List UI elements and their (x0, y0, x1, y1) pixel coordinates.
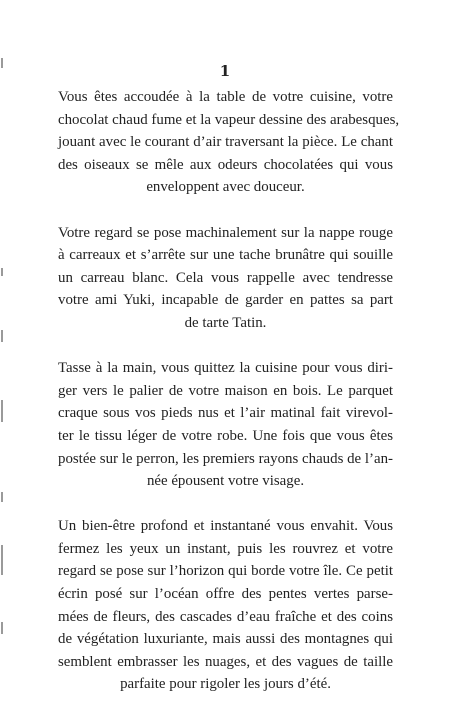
text-line: postée sur le perron, les premiers rayons chauds de l’an- (58, 450, 393, 467)
chapter-body (58, 86, 400, 719)
text-line: Vous êtes accoudée à la table de votre cuisine, votre (58, 89, 393, 105)
page-edge-mark (1, 400, 3, 422)
chapter-number: 1 (219, 62, 231, 80)
page-edge-mark (1, 330, 3, 342)
paragraph (58, 515, 393, 696)
text-line: regard se pose sur l’horizon qui borde votre île. Ce petit (58, 563, 393, 580)
text-line: de tarte Tatin. (184, 314, 267, 331)
page-edge-mark (1, 492, 3, 502)
paragraph (58, 357, 393, 493)
text-line: parfaite pour rigoler les jours d’été. (120, 676, 331, 693)
text-line: fermez les yeux un instant, puis les rouvrez et votre (58, 540, 393, 557)
text-line: des oiseaux se mêle aux odeurs chocolatées qui vous (58, 156, 393, 173)
paragraph (58, 86, 400, 199)
page-edge-mark (1, 622, 3, 634)
text-line: enveloppent avec douceur. (146, 179, 305, 196)
text-line: jouant avec le courant d’air traversant la pièce. Le chant (58, 134, 393, 151)
text-line: née épousent votre visage. (146, 473, 305, 490)
text-line: ter le tissu léger de votre robe. Une fois que vous êtes (58, 427, 393, 444)
text-line: craque sous vos pieds nus et l’air matinal fait virevol- (58, 405, 393, 422)
text-line: Tasse à la main, vous quittez la cuisine pour vous diri- (58, 360, 393, 377)
text-line: Un bien-être profond et instantané vous envahit. Vous (58, 518, 393, 535)
page-edge-mark (1, 545, 3, 575)
text-line: semblent embrasser les nuages, et des vagues de taille (58, 653, 393, 670)
text-line: chocolat chaud fume et la vapeur dessine des arabesques, (58, 111, 400, 128)
text-line: à carreaux et s’arrête sur une tache brunâtre qui souille (58, 247, 393, 264)
text-line: ger vers le palier de votre maison en bois. Le parquet (58, 382, 393, 399)
paragraph (58, 222, 393, 335)
text-line: un carreau blanc. Cela vous rappelle avec tendresse (58, 269, 393, 286)
page-edge-mark (1, 268, 3, 276)
text-line: mées de fleurs, des cascades d’eau fraîche et des coins (58, 608, 393, 625)
text-line: écrin posé sur l’océan offre des pentes vertes parse- (58, 586, 393, 603)
text-line: de végétation luxuriante, mais aussi des montagnes qui (58, 631, 393, 648)
text-line: votre ami Yuki, incapable de garder en pattes sa part (58, 292, 393, 309)
text-line: Votre regard se pose machinalement sur la nappe rouge (58, 224, 393, 241)
